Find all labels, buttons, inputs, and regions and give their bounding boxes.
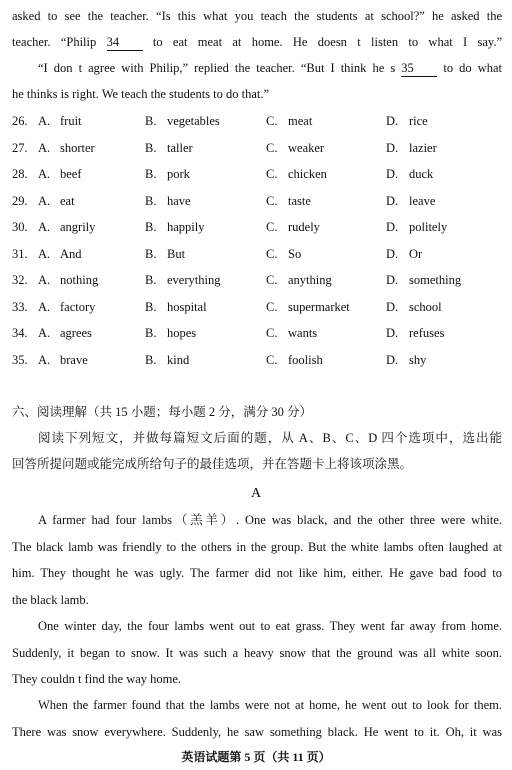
option-letter: A. [38, 246, 51, 261]
option-letter: B. [145, 140, 157, 155]
passage-line: he thinks is right. We teach the students to do that.” [12, 87, 270, 101]
section-heading: 六、阅读理解（共 15 小题；每小题 2 分，满分 30 分） [12, 405, 313, 419]
passage-line [38, 60, 502, 77]
passage-text: “I don t agree with Philip,” replied the teacher. “But I think he s [38, 61, 396, 75]
option-letter: C. [266, 352, 278, 367]
option-letter: B. [145, 193, 157, 208]
option-text: happily [167, 220, 205, 234]
passage-line: the black lamb. [12, 593, 89, 607]
option-letter: A. [38, 193, 51, 208]
option-letter: A. [38, 299, 51, 314]
option-letter: C. [266, 114, 278, 128]
question-row [12, 166, 502, 182]
option-letter: C. [266, 167, 278, 181]
passage-line: The black lamb was friendly to the others in the group. But the white lambs often laughed at [12, 540, 502, 554]
passage-text: “Philip [60, 35, 97, 49]
option-letter: A. [38, 220, 51, 234]
passage-line: him. They thought he was ugly. The farmer did not like him, either. He gave bad food to [12, 566, 502, 580]
option-text: refuses [409, 326, 445, 340]
option-letter: B. [145, 273, 157, 287]
option-letter: A. [38, 167, 51, 181]
option-text: So [288, 246, 302, 261]
option-text: brave [60, 352, 88, 367]
option-text: hopes [167, 326, 197, 340]
option-text: nothing [60, 273, 99, 287]
question-row [12, 299, 502, 315]
option-text: beef [60, 167, 82, 181]
option-letter: D. [386, 140, 399, 155]
option-letter: C. [266, 193, 278, 208]
option-letter: B. [145, 114, 157, 128]
option-letter: D. [386, 299, 399, 314]
option-letter: B. [145, 246, 157, 261]
option-letter: B. [145, 220, 157, 234]
option-text: weaker [288, 140, 325, 155]
question-row [12, 352, 502, 368]
option-text: leave [409, 193, 436, 208]
option-text: pork [167, 167, 190, 181]
page-footer: 英语试题第 5 页（共 11 页） [181, 750, 331, 764]
blank-34: 34 [107, 34, 143, 51]
question-number: 33. [12, 299, 28, 314]
option-text: But [167, 246, 186, 261]
question-number: 31. [12, 246, 28, 261]
option-letter: D. [386, 193, 399, 208]
passage-line: When the farmer found that the lambs were not at home, he went out to look for them. [38, 698, 502, 712]
passage-text: to eat meat at home. He doesn t listen to what I say.” [152, 35, 503, 49]
question-number: 35. [12, 352, 28, 367]
option-text: rice [409, 114, 428, 128]
option-letter: D. [386, 352, 399, 367]
option-letter: B. [145, 167, 157, 181]
question-row [12, 325, 502, 341]
question-row [12, 113, 502, 129]
question-number: 28. [12, 167, 28, 181]
option-text: vegetables [167, 114, 220, 128]
option-letter: C. [266, 299, 278, 314]
option-text: shy [409, 352, 427, 367]
option-letter: C. [266, 273, 278, 287]
option-letter: C. [266, 246, 278, 261]
option-text: kind [167, 352, 190, 367]
option-text: taller [167, 140, 193, 155]
instruction-line: 阅读下列短文，并做每篇短文后面的题，从 A、B、C、D 四个选项中，选出能 [38, 431, 502, 445]
option-text: everything [167, 273, 221, 287]
instruction-line: 回答所提问题或能完成所给句子的最佳选项，并在答题卡上将该项涂黑。 [12, 457, 413, 471]
passage-line: Suddenly, it began to snow. It was such a heavy snow that the ground was all white soon. [12, 646, 502, 660]
option-text: taste [288, 193, 311, 208]
option-letter: A. [38, 352, 51, 367]
question-number: 27. [12, 140, 28, 155]
passage-line: A farmer had four lambs（羔羊）. One was black, and the other three were white. [38, 513, 502, 527]
passage-line [12, 34, 502, 51]
option-text: politely [409, 220, 448, 234]
question-number: 26. [12, 114, 28, 128]
option-text: fruit [60, 114, 82, 128]
option-text: And [60, 246, 82, 261]
option-text: Or [409, 246, 423, 261]
option-text: duck [409, 167, 434, 181]
question-number: 30. [12, 220, 28, 234]
option-letter: D. [386, 326, 399, 340]
question-row [12, 219, 502, 235]
option-text: chicken [288, 167, 327, 181]
passage-text: teacher. [12, 35, 51, 49]
option-letter: C. [266, 326, 278, 340]
passage-title: A [250, 486, 262, 501]
option-letter: B. [145, 326, 157, 340]
option-text: something [409, 273, 462, 287]
option-letter: A. [38, 114, 51, 128]
option-text: agrees [60, 326, 92, 340]
option-text: foolish [288, 352, 323, 367]
option-letter: A. [38, 326, 51, 340]
question-row [12, 193, 502, 209]
option-letter: C. [266, 220, 278, 234]
option-text: eat [60, 193, 75, 208]
question-number: 29. [12, 193, 28, 208]
option-text: rudely [288, 220, 320, 234]
question-row [12, 272, 502, 288]
question-row [12, 246, 502, 262]
option-text: hospital [167, 299, 207, 314]
option-text: supermarket [288, 299, 350, 314]
passage-line: There was snow everywhere. Suddenly, he saw something black. He went to it. Oh, it was [12, 725, 502, 739]
blank-35: 35 [401, 60, 437, 77]
option-text: factory [60, 299, 96, 314]
passage-line: One winter day, the four lambs went out to eat grass. They went far away from home. [38, 619, 502, 633]
option-text: lazier [409, 140, 437, 155]
question-number: 32. [12, 273, 28, 287]
option-letter: A. [38, 273, 51, 287]
option-text: school [409, 299, 442, 314]
option-letter: D. [386, 273, 399, 287]
option-letter: D. [386, 167, 399, 181]
option-text: have [167, 193, 191, 208]
option-letter: A. [38, 140, 51, 155]
option-letter: D. [386, 220, 399, 234]
question-row [12, 140, 502, 156]
passage-line: They couldn t find the way home. [12, 672, 182, 686]
question-number: 34. [12, 326, 28, 340]
option-letter: D. [386, 246, 399, 261]
passage-line: asked to see the teacher. “Is this what you teach the students at school?” he asked the [12, 9, 502, 23]
option-letter: B. [145, 352, 157, 367]
option-letter: D. [386, 114, 399, 128]
option-text: meat [288, 114, 313, 128]
option-letter: B. [145, 299, 157, 314]
passage-text: to do what [443, 61, 503, 75]
option-text: wants [288, 326, 318, 340]
option-text: anything [288, 273, 332, 287]
option-letter: C. [266, 140, 278, 155]
option-text: angrily [60, 220, 96, 234]
option-text: shorter [60, 140, 95, 155]
